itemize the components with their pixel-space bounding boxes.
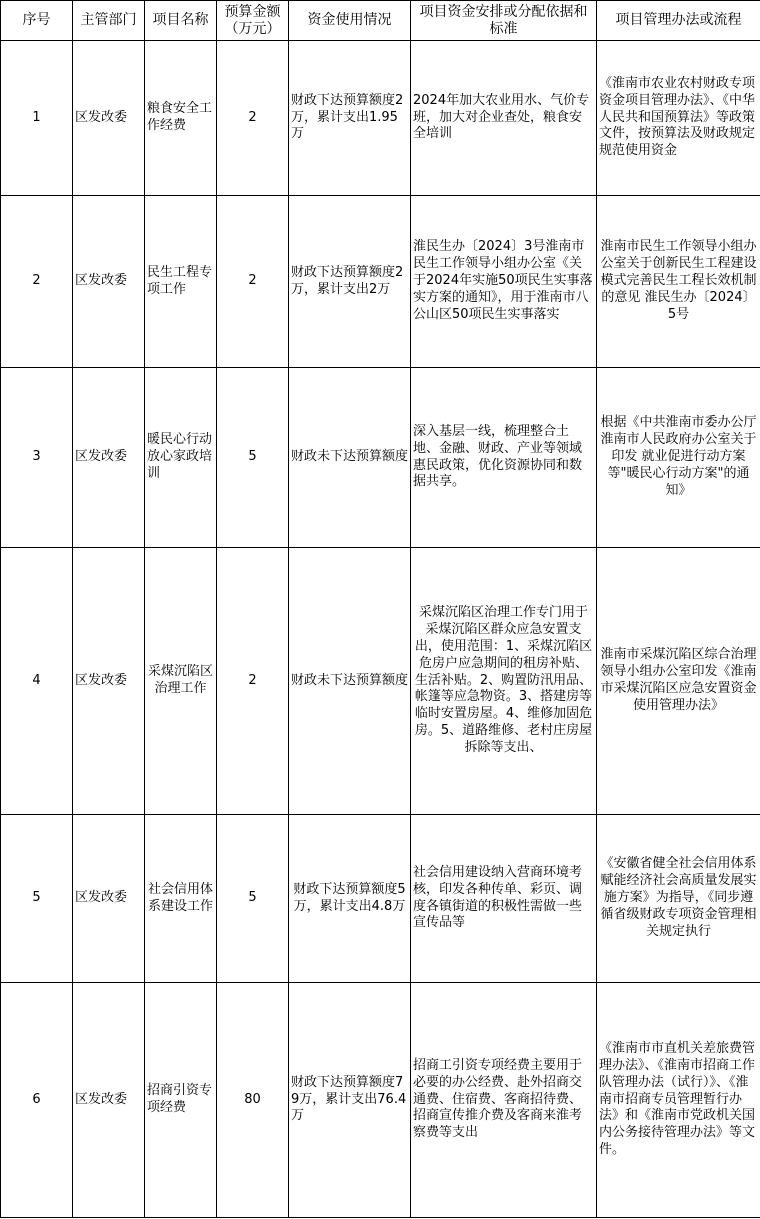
basis-cell: 深入基层一线，梳理整合土地、金融、财政、产业等领域惠民政策，优化资源协同和数据共享。 bbox=[411, 368, 597, 548]
basis-cell: 招商工引资专项经费主要用于必要的办公经费、赴外招商交通费、住宿费、客商招待费、招商宣传推介费及客商来淮考察费等支出 bbox=[411, 983, 597, 1218]
department-cell: 区发改委 bbox=[73, 983, 145, 1218]
project-name-cell: 粮食安全工作经费 bbox=[145, 41, 217, 196]
usage-cell: 财政下达预算额度2万，累计支出1.95万 bbox=[289, 41, 411, 196]
row-number: 5 bbox=[1, 815, 73, 983]
project-name-cell: 暖民心行动放心家政培训 bbox=[145, 368, 217, 548]
amount-cell: 2 bbox=[217, 41, 289, 196]
department-cell: 区发改委 bbox=[73, 196, 145, 368]
amount-cell: 2 bbox=[217, 548, 289, 815]
method-cell: 淮南市采煤沉陷区综合治理领导小组办公室印发《淮南市采煤沉陷区应急安置资金使用管理办法》 bbox=[597, 548, 760, 815]
row-number: 3 bbox=[1, 368, 73, 548]
basis-cell: 采煤沉陷区治理工作专门用于采煤沉陷区群众应急安置支出，使用范围：1、采煤沉陷区危房户应急期间的租房补贴、生活补贴。2、购置防汛用品、帐篷等应急物资。3、搭建房等临时安置房屋。4、维修加固危房。5、道路维修、老村庄房屋拆除等支出、 bbox=[411, 548, 597, 815]
header-cell: 资金使用情况 bbox=[289, 1, 411, 41]
basis-cell: 淮民生办〔2024〕3号淮南市民生工作领导小组办公室《关于2024年实施50项民生实事落实方案的通知》，用于淮南市八公山区50项民生实事落实 bbox=[411, 196, 597, 368]
department-cell: 区发改委 bbox=[73, 368, 145, 548]
amount-cell: 80 bbox=[217, 983, 289, 1218]
header-cell: 主管部门 bbox=[73, 1, 145, 41]
table-row bbox=[1, 983, 760, 1218]
usage-cell: 财政下达预算额度5万，累计支出4.8万 bbox=[289, 815, 411, 983]
table-row bbox=[1, 368, 760, 548]
method-cell: 淮南市民生工作领导小组办公室关于创新民生工程建设模式完善民生工程长效机制的意见 淮民生办〔2024〕5号 bbox=[597, 196, 760, 368]
basis-cell: 社会信用建设纳入营商环境考核，印发各种传单、彩页、调度各镇街道的积极性需做一些宣传品等 bbox=[411, 815, 597, 983]
basis-cell: 2024年加大农业用水、气价专班，加大对企业查处，粮食安全培训 bbox=[411, 41, 597, 196]
table-row bbox=[1, 196, 760, 368]
usage-cell: 财政下达预算额度79万，累计支出76.4万 bbox=[289, 983, 411, 1218]
usage-cell: 财政未下达预算额度 bbox=[289, 368, 411, 548]
method-cell: 《淮南市市直机关差旅费管理办法》、《淮南市招商工作队管理办法（试行）》、《淮南市招商专员管理暂行办法》和《淮南市党政机关国内公务接待管理办法》等文件。 bbox=[597, 983, 760, 1218]
header-cell: 项目管理办法或流程 bbox=[597, 1, 760, 41]
method-cell: 根据《中共淮南市委办公厅 淮南市人民政府办公室关于印发 就业促进行动方案 等"暖民心行动方案"的通知》 bbox=[597, 368, 760, 548]
table-header-row bbox=[1, 1, 760, 41]
method-cell: 《淮南市农业农村财政专项资金项目管理办法》、《中华人民共和国预算法》等政策文件，按预算法及财政规定规范使用资金 bbox=[597, 41, 760, 196]
department-cell: 区发改委 bbox=[73, 548, 145, 815]
usage-cell: 财政未下达预算额度 bbox=[289, 548, 411, 815]
header-cell: 项目资金安排或分配依据和标准 bbox=[411, 1, 597, 41]
department-cell: 区发改委 bbox=[73, 41, 145, 196]
amount-cell: 5 bbox=[217, 815, 289, 983]
row-number: 4 bbox=[1, 548, 73, 815]
department-cell: 区发改委 bbox=[73, 815, 145, 983]
table-row bbox=[1, 815, 760, 983]
amount-cell: 2 bbox=[217, 196, 289, 368]
table-row bbox=[1, 548, 760, 815]
table-row bbox=[1, 41, 760, 196]
usage-cell: 财政下达预算额度2万，累计支出2万 bbox=[289, 196, 411, 368]
project-name-cell: 采煤沉陷区治理工作 bbox=[145, 548, 217, 815]
method-cell: 《安徽省健全社会信用体系赋能经济社会高质量发展实施方案》为指导，《同步遵循省级财政专项资金管理相关规定执行 bbox=[597, 815, 760, 983]
row-number: 2 bbox=[1, 196, 73, 368]
header-cell: 项目名称 bbox=[145, 1, 217, 41]
header-cell: 预算金额（万元） bbox=[217, 1, 289, 41]
project-name-cell: 民生工程专项工作 bbox=[145, 196, 217, 368]
row-number: 1 bbox=[1, 41, 73, 196]
project-name-cell: 招商引资专项经费 bbox=[145, 983, 217, 1218]
row-number: 6 bbox=[1, 983, 73, 1218]
header-cell: 序号 bbox=[1, 1, 73, 41]
amount-cell: 5 bbox=[217, 368, 289, 548]
project-name-cell: 社会信用体系建设工作 bbox=[145, 815, 217, 983]
